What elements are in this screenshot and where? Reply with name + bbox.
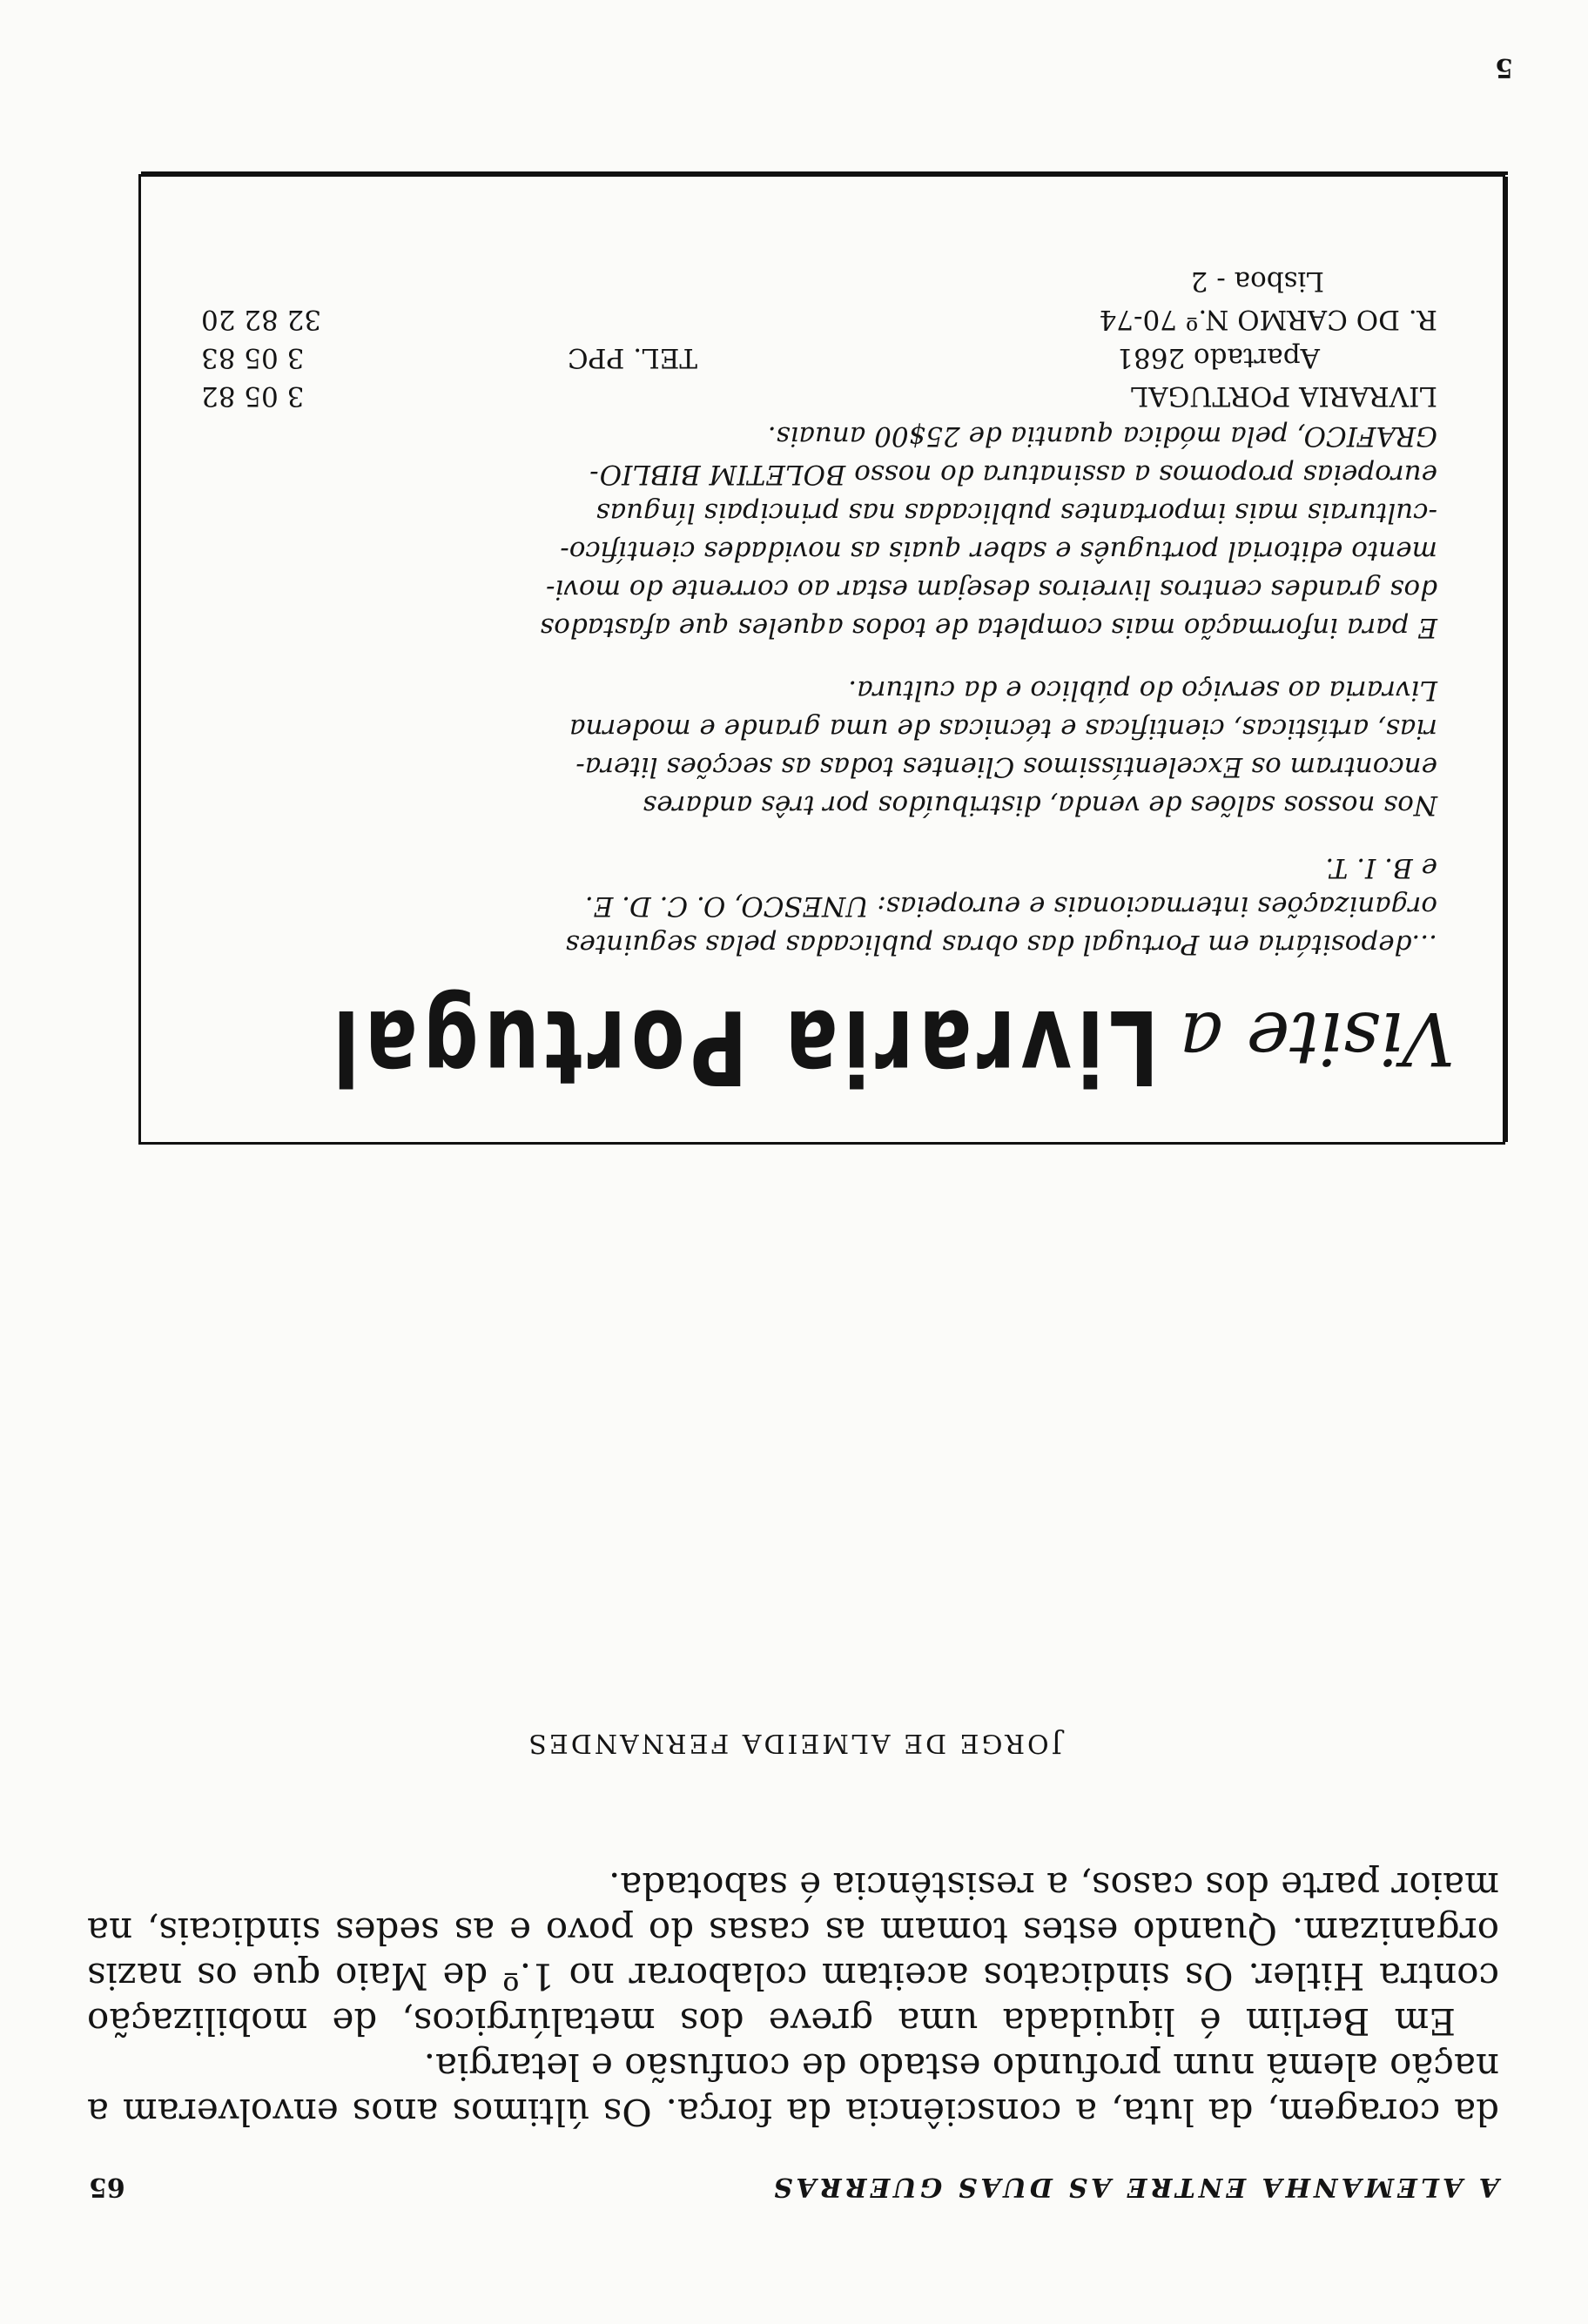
phone-number-1: 3 05 82: [201, 380, 305, 412]
ad-contact: [201, 206, 1437, 415]
phone-number-2: 3 05 83: [201, 342, 305, 373]
running-title: A ALEMANHA ENTRE AS DUAS GUERRAS: [770, 2172, 1499, 2202]
page-number: 65: [89, 2172, 125, 2202]
ad-visite-text: Visite a: [1179, 996, 1455, 1081]
body-paragraph-2: Em Berlim é liquidada uma greve dos metalúrgicos, de mobilização contra Hitler. Os sindicatos aceitam colaborar no 1.º de Maio que os nazis organizam. Quando estes tomam as casas do povo e as sedes sindicais, na maior parte dos casos, a resistência é sabotada.: [87, 1864, 1499, 2043]
ad-brand-name: Livraria Portugal: [327, 987, 1159, 1107]
body-paragraph-1: da coragem, da luta, a consciência da força. Os últimos anos envolveram a nação alemã num profundo estado de confusão e letargia.: [87, 2045, 1499, 2133]
ad-line: Nos nossos salões de venda, distribuídos por três andares: [643, 789, 1437, 821]
ad-line: GRAFICO, pela módica quantia de 25$00 anuais.: [767, 420, 1437, 452]
address-po-box: Apartado 2681: [1116, 342, 1320, 373]
ad-description: [201, 393, 1437, 964]
box-shadow-line: [1504, 177, 1508, 1142]
phone-label: TEL. PPC: [567, 342, 697, 373]
article-body: [87, 1863, 1499, 2134]
ad-line: ...depositária em Portugal das obras publicadas pelas seguintes: [565, 929, 1437, 960]
article-author: JORGE DE ALMEIDA FERNANDES: [526, 1728, 1062, 1758]
phone-number-3: 32 82 20: [201, 304, 322, 335]
advertisement-box: [138, 174, 1505, 1145]
ad-paragraph-2: [201, 671, 1437, 824]
corner-mark: 5: [1495, 52, 1513, 83]
ad-line: Livraria ao serviço do público e da cultura.: [848, 675, 1437, 706]
ad-line: e B. I. T.: [1325, 852, 1437, 883]
ad-line: -culturais mais importantes publicadas nas principais línguas: [596, 497, 1437, 528]
ad-line: E para informação mais completa de todos aqueles que afastados: [540, 612, 1437, 643]
ad-line: dos grandes centros livreiros desejam estar ao corrente do movi-: [546, 574, 1437, 605]
address-name: LIVRARIA PORTUGAL: [1130, 380, 1437, 412]
box-shadow-line: [141, 171, 1508, 175]
ad-paragraph-3: [201, 417, 1437, 647]
address-street: R. DO CARMO N.º 70-74: [1099, 304, 1437, 335]
ad-line: rias, artísticas, cientificas e técnicas de uma grande e moderna: [569, 713, 1437, 744]
ad-line: mento editorial português e saber quais as novidades científico-: [560, 535, 1437, 567]
address-city: Lisboa - 2: [1190, 265, 1324, 297]
ad-paragraph-1: [201, 849, 1437, 964]
ad-line: europeias propomos a assinatura do nosso BOLETIM BIBLIO-: [589, 459, 1437, 490]
running-header: [89, 2167, 1499, 2202]
address-block: [1100, 262, 1437, 415]
ad-line: encontram os Excelentíssimos Clientes todas as secções litera-: [575, 751, 1437, 783]
phone-block: [201, 304, 697, 415]
ad-line: organizações internacionais e europeias: UNESCO, O. C. D. E.: [584, 890, 1437, 922]
ad-heading: [184, 985, 1455, 1107]
